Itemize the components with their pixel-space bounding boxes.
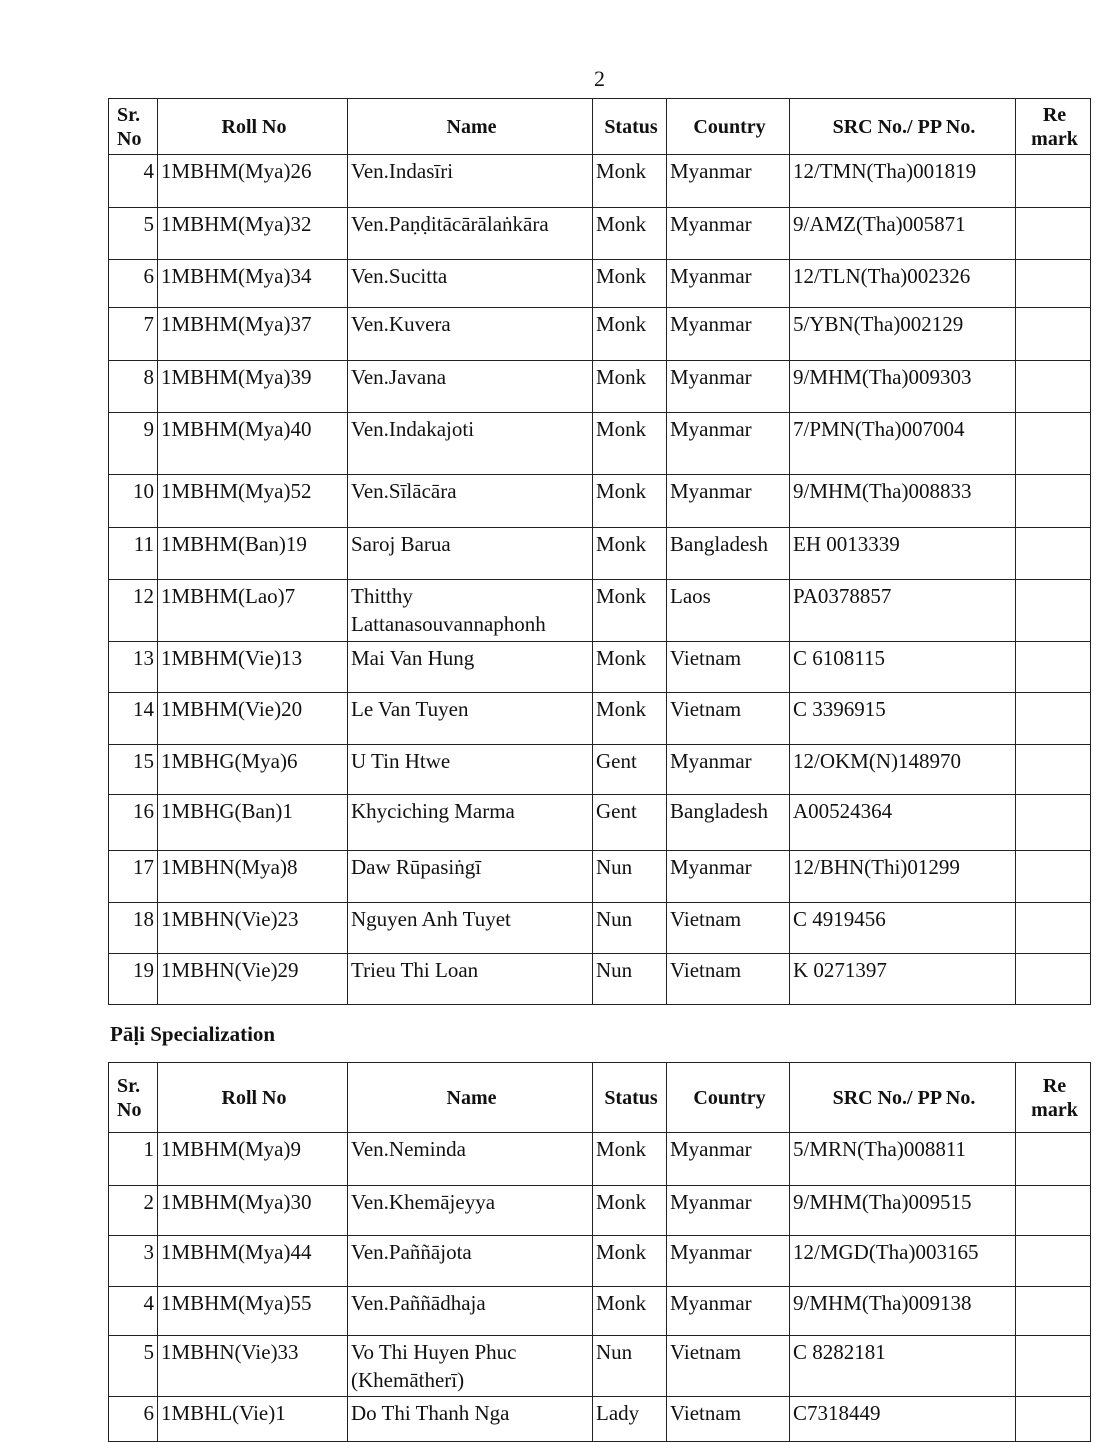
cell-name: Ven.Paññājota — [348, 1236, 593, 1287]
cell-sr-no: 3 — [109, 1236, 158, 1287]
cell-sr-no: 4 — [109, 1287, 158, 1336]
cell-country: Myanmar — [667, 475, 790, 528]
cell-country: Myanmar — [667, 208, 790, 260]
cell-country: Myanmar — [667, 1186, 790, 1236]
page-number: 2 — [594, 66, 605, 91]
cell-src-pp-no: 5/YBN(Tha)002129 — [790, 308, 1016, 361]
header-remark: Re mark — [1016, 99, 1091, 155]
table-1-body — [109, 155, 1091, 1005]
header-country: Country — [667, 1063, 790, 1133]
cell-country: Myanmar — [667, 413, 790, 475]
cell-name: Thitthy Lattanasouvannaphonh — [348, 580, 593, 642]
cell-src-pp-no: 9/MHM(Tha)009515 — [790, 1186, 1016, 1236]
header-remark: Re mark — [1016, 1063, 1091, 1133]
cell-status: Monk — [593, 260, 667, 308]
table-row — [109, 155, 1091, 208]
cell-remark — [1016, 475, 1091, 528]
cell-country: Myanmar — [667, 1133, 790, 1186]
cell-country: Myanmar — [667, 260, 790, 308]
cell-name: Khyciching Marma — [348, 795, 593, 851]
cell-name: Le Van Tuyen — [348, 693, 593, 745]
table-row — [109, 413, 1091, 475]
header-sr-no: Sr. No — [109, 1063, 158, 1133]
cell-roll-no: 1MBHG(Ban)1 — [158, 795, 348, 851]
cell-remark — [1016, 795, 1091, 851]
cell-remark — [1016, 642, 1091, 693]
table-row — [109, 745, 1091, 795]
cell-src-pp-no: C 6108115 — [790, 642, 1016, 693]
table-row — [109, 1287, 1091, 1336]
cell-src-pp-no: 12/TMN(Tha)001819 — [790, 155, 1016, 208]
participants-table-2 — [108, 1062, 1091, 1442]
cell-roll-no: 1MBHM(Vie)13 — [158, 642, 348, 693]
cell-status: Gent — [593, 745, 667, 795]
table-row — [109, 795, 1091, 851]
cell-src-pp-no: K 0271397 — [790, 954, 1016, 1005]
cell-roll-no: 1MBHM(Mya)39 — [158, 361, 348, 413]
cell-remark — [1016, 1287, 1091, 1336]
participants-table-1 — [108, 98, 1091, 1005]
cell-roll-no: 1MBHM(Mya)26 — [158, 155, 348, 208]
table-row — [109, 475, 1091, 528]
section-heading: Pāḷi Specialization — [110, 1022, 276, 1046]
cell-remark — [1016, 1236, 1091, 1287]
cell-sr-no: 11 — [109, 528, 158, 580]
cell-name: Saroj Barua — [348, 528, 593, 580]
cell-roll-no: 1MBHG(Mya)6 — [158, 745, 348, 795]
cell-src-pp-no: 9/MHM(Tha)009303 — [790, 361, 1016, 413]
cell-remark — [1016, 580, 1091, 642]
cell-country: Bangladesh — [667, 528, 790, 580]
cell-country: Bangladesh — [667, 795, 790, 851]
cell-remark — [1016, 208, 1091, 260]
cell-status: Nun — [593, 903, 667, 954]
cell-sr-no: 16 — [109, 795, 158, 851]
cell-name: Nguyen Anh Tuyet — [348, 903, 593, 954]
cell-src-pp-no: 12/TLN(Tha)002326 — [790, 260, 1016, 308]
cell-sr-no: 15 — [109, 745, 158, 795]
table-row — [109, 903, 1091, 954]
table-row — [109, 1236, 1091, 1287]
cell-sr-no: 19 — [109, 954, 158, 1005]
cell-src-pp-no: 5/MRN(Tha)008811 — [790, 1133, 1016, 1186]
cell-sr-no: 10 — [109, 475, 158, 528]
cell-roll-no: 1MBHM(Mya)55 — [158, 1287, 348, 1336]
cell-country: Myanmar — [667, 1287, 790, 1336]
header-status: Status — [593, 99, 667, 155]
table-row — [109, 954, 1091, 1005]
cell-name: Ven.Indasīri — [348, 155, 593, 208]
cell-status: Gent — [593, 795, 667, 851]
table-row — [109, 361, 1091, 413]
header-status: Status — [593, 1063, 667, 1133]
cell-sr-no: 2 — [109, 1186, 158, 1236]
cell-src-pp-no: C7318449 — [790, 1397, 1016, 1442]
cell-src-pp-no: C 8282181 — [790, 1336, 1016, 1397]
cell-remark — [1016, 745, 1091, 795]
cell-name: Ven.Indakajoti — [348, 413, 593, 475]
cell-src-pp-no: C 4919456 — [790, 903, 1016, 954]
cell-roll-no: 1MBHN(Vie)33 — [158, 1336, 348, 1397]
cell-src-pp-no: 12/OKM(N)148970 — [790, 745, 1016, 795]
cell-sr-no: 5 — [109, 1336, 158, 1397]
cell-src-pp-no: 9/MHM(Tha)008833 — [790, 475, 1016, 528]
cell-remark — [1016, 1186, 1091, 1236]
header-src-pp-no: SRC No./ PP No. — [790, 1063, 1016, 1133]
cell-sr-no: 18 — [109, 903, 158, 954]
cell-status: Monk — [593, 361, 667, 413]
cell-status: Monk — [593, 528, 667, 580]
table-row — [109, 642, 1091, 693]
cell-remark — [1016, 260, 1091, 308]
cell-remark — [1016, 1336, 1091, 1397]
cell-status: Monk — [593, 693, 667, 745]
cell-status: Nun — [593, 851, 667, 903]
table-row — [109, 693, 1091, 745]
cell-roll-no: 1MBHM(Mya)32 — [158, 208, 348, 260]
cell-name: Mai Van Hung — [348, 642, 593, 693]
cell-status: Monk — [593, 1186, 667, 1236]
table-row — [109, 260, 1091, 308]
header-sr-no: Sr. No — [109, 99, 158, 155]
header-country: Country — [667, 99, 790, 155]
cell-status: Monk — [593, 413, 667, 475]
cell-status: Monk — [593, 580, 667, 642]
cell-src-pp-no: 9/MHM(Tha)009138 — [790, 1287, 1016, 1336]
table-header-row — [109, 99, 1091, 155]
cell-roll-no: 1MBHM(Mya)9 — [158, 1133, 348, 1186]
table-row — [109, 851, 1091, 903]
header-src-pp-no: SRC No./ PP No. — [790, 99, 1016, 155]
cell-src-pp-no: EH 0013339 — [790, 528, 1016, 580]
cell-roll-no: 1MBHM(Mya)37 — [158, 308, 348, 361]
cell-status: Monk — [593, 208, 667, 260]
cell-remark — [1016, 851, 1091, 903]
cell-country: Myanmar — [667, 155, 790, 208]
cell-roll-no: 1MBHL(Vie)1 — [158, 1397, 348, 1442]
header-roll-no: Roll No — [158, 1063, 348, 1133]
cell-remark — [1016, 1397, 1091, 1442]
cell-roll-no: 1MBHM(Mya)52 — [158, 475, 348, 528]
cell-remark — [1016, 693, 1091, 745]
cell-sr-no: 8 — [109, 361, 158, 413]
cell-name: Daw Rūpasiṅgī — [348, 851, 593, 903]
cell-name: Ven.Paṇḍitācārālaṅkāra — [348, 208, 593, 260]
cell-name: Ven.Sīlācāra — [348, 475, 593, 528]
cell-remark — [1016, 155, 1091, 208]
cell-country: Myanmar — [667, 1236, 790, 1287]
cell-sr-no: 4 — [109, 155, 158, 208]
cell-roll-no: 1MBHM(Mya)34 — [158, 260, 348, 308]
cell-remark — [1016, 1133, 1091, 1186]
cell-country: Vietnam — [667, 642, 790, 693]
cell-status: Monk — [593, 155, 667, 208]
cell-status: Monk — [593, 308, 667, 361]
cell-src-pp-no: 7/PMN(Tha)007004 — [790, 413, 1016, 475]
cell-remark — [1016, 954, 1091, 1005]
cell-name: Ven.Paññādhaja — [348, 1287, 593, 1336]
cell-country: Vietnam — [667, 1397, 790, 1442]
cell-sr-no: 6 — [109, 1397, 158, 1442]
cell-src-pp-no: PA0378857 — [790, 580, 1016, 642]
cell-sr-no: 7 — [109, 308, 158, 361]
header-roll-no: Roll No — [158, 99, 348, 155]
cell-roll-no: 1MBHM(Mya)40 — [158, 413, 348, 475]
cell-roll-no: 1MBHM(Mya)30 — [158, 1186, 348, 1236]
cell-name: Ven.Kuvera — [348, 308, 593, 361]
cell-country: Vietnam — [667, 693, 790, 745]
cell-name: U Tin Htwe — [348, 745, 593, 795]
cell-sr-no: 14 — [109, 693, 158, 745]
cell-roll-no: 1MBHM(Vie)20 — [158, 693, 348, 745]
table-2-body — [109, 1133, 1091, 1442]
cell-country: Myanmar — [667, 308, 790, 361]
header-name: Name — [348, 1063, 593, 1133]
cell-status: Monk — [593, 1236, 667, 1287]
cell-sr-no: 5 — [109, 208, 158, 260]
cell-roll-no: 1MBHN(Vie)23 — [158, 903, 348, 954]
cell-status: Lady — [593, 1397, 667, 1442]
cell-country: Myanmar — [667, 361, 790, 413]
cell-country: Laos — [667, 580, 790, 642]
cell-name: Trieu Thi Loan — [348, 954, 593, 1005]
cell-src-pp-no: 9/AMZ(Tha)005871 — [790, 208, 1016, 260]
cell-src-pp-no: 12/MGD(Tha)003165 — [790, 1236, 1016, 1287]
cell-remark — [1016, 528, 1091, 580]
cell-status: Nun — [593, 1336, 667, 1397]
cell-status: Monk — [593, 1133, 667, 1186]
cell-status: Nun — [593, 954, 667, 1005]
cell-country: Vietnam — [667, 903, 790, 954]
cell-remark — [1016, 361, 1091, 413]
table-row — [109, 208, 1091, 260]
cell-name: Ven.Khemājeyya — [348, 1186, 593, 1236]
cell-status: Monk — [593, 642, 667, 693]
table-row — [109, 1133, 1091, 1186]
cell-roll-no: 1MBHM(Mya)44 — [158, 1236, 348, 1287]
cell-sr-no: 9 — [109, 413, 158, 475]
table-row — [109, 1336, 1091, 1397]
table-row — [109, 528, 1091, 580]
cell-status: Monk — [593, 475, 667, 528]
cell-country: Myanmar — [667, 851, 790, 903]
cell-src-pp-no: A00524364 — [790, 795, 1016, 851]
cell-status: Monk — [593, 1287, 667, 1336]
table-header-row — [109, 1063, 1091, 1133]
table-row — [109, 308, 1091, 361]
cell-country: Vietnam — [667, 954, 790, 1005]
table-row — [109, 580, 1091, 642]
cell-sr-no: 12 — [109, 580, 158, 642]
cell-src-pp-no: 12/BHN(Thi)01299 — [790, 851, 1016, 903]
cell-sr-no: 13 — [109, 642, 158, 693]
cell-sr-no: 17 — [109, 851, 158, 903]
cell-roll-no: 1MBHN(Mya)8 — [158, 851, 348, 903]
cell-name: Ven.Sucitta — [348, 260, 593, 308]
table-row — [109, 1397, 1091, 1442]
header-name: Name — [348, 99, 593, 155]
cell-name: Ven.Neminda — [348, 1133, 593, 1186]
cell-src-pp-no: C 3396915 — [790, 693, 1016, 745]
cell-roll-no: 1MBHN(Vie)29 — [158, 954, 348, 1005]
cell-country: Myanmar — [667, 745, 790, 795]
cell-remark — [1016, 308, 1091, 361]
cell-roll-no: 1MBHM(Ban)19 — [158, 528, 348, 580]
cell-country: Vietnam — [667, 1336, 790, 1397]
table-row — [109, 1186, 1091, 1236]
cell-sr-no: 1 — [109, 1133, 158, 1186]
cell-sr-no: 6 — [109, 260, 158, 308]
cell-roll-no: 1MBHM(Lao)7 — [158, 580, 348, 642]
cell-name: Ven.Javana — [348, 361, 593, 413]
cell-name: Do Thi Thanh Nga — [348, 1397, 593, 1442]
cell-name: Vo Thi Huyen Phuc (Khemātherī) — [348, 1336, 593, 1397]
cell-remark — [1016, 413, 1091, 475]
cell-remark — [1016, 903, 1091, 954]
